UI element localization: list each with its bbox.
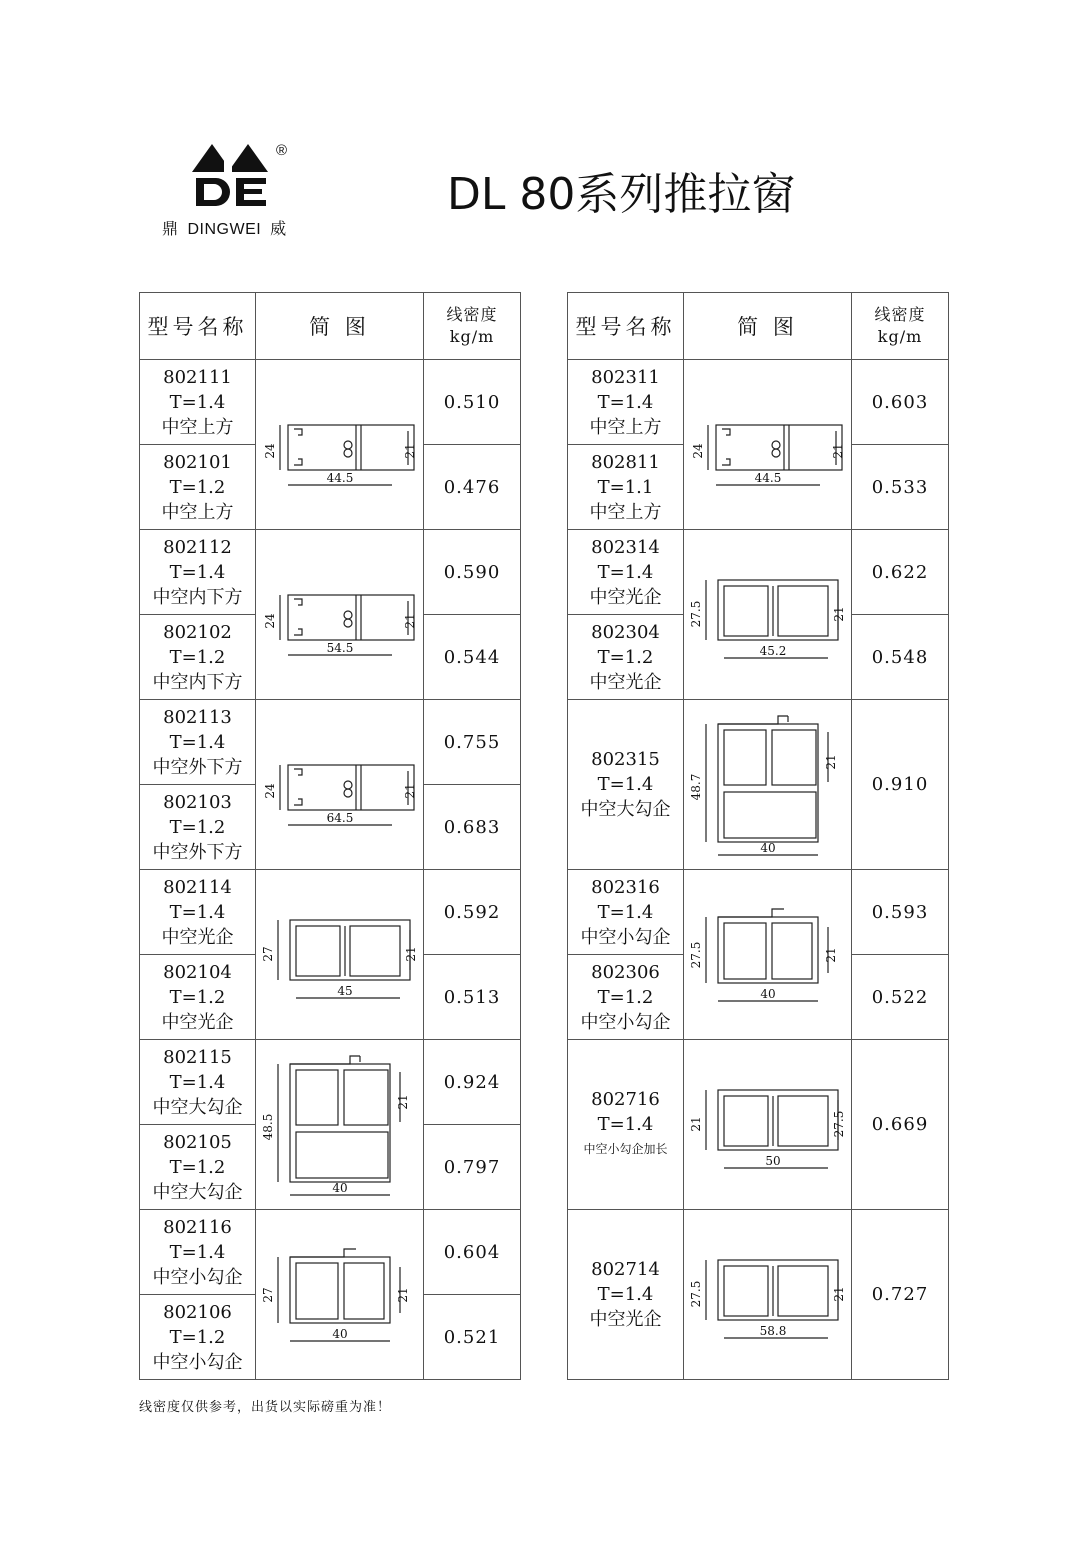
model-type: 中空光企 [161, 926, 234, 948]
table-row [140, 360, 521, 445]
table-row [140, 1040, 521, 1125]
model-t: T=1.2 [169, 476, 226, 498]
dimension-label: 44.5 [754, 470, 781, 485]
dimension-label: 21 [823, 754, 838, 770]
model-type: 中空光企 [589, 671, 662, 693]
model-type: 中空上方 [161, 501, 234, 523]
model-code: 802316 [591, 876, 660, 898]
model-t: T=1.4 [169, 391, 226, 413]
model-code: 802306 [591, 961, 660, 983]
model-t: T=1.2 [169, 986, 226, 1008]
density-value: 0.476 [424, 445, 521, 530]
model-code: 802315 [591, 749, 660, 770]
dimension-label: 21 [402, 782, 417, 799]
table-row [140, 530, 521, 615]
density-value: 0.522 [852, 955, 949, 1040]
model-name-cell [568, 870, 684, 955]
model-type: 中空小勾企 [580, 926, 671, 948]
table-row [568, 360, 949, 445]
density-value: 0.592 [424, 870, 521, 955]
model-name-cell [568, 615, 684, 700]
dimension-label: 24 [262, 612, 277, 629]
dimension-label: 40 [759, 841, 776, 855]
profile-drawing [688, 385, 848, 505]
header-model: 型号名称 [140, 293, 256, 360]
model-type: 中空大勾企 [152, 1181, 243, 1203]
model-type: 中空光企 [161, 1011, 234, 1033]
model-t: T=1.4 [169, 731, 226, 753]
header-density-label: 线密度 [874, 305, 926, 324]
dimension-label: 21 [402, 612, 417, 629]
model-name-cell [568, 360, 684, 445]
density-value: 0.593 [852, 870, 949, 955]
dimension-label: 21 [830, 442, 845, 459]
dimension-label: 27 [260, 1287, 275, 1303]
density-value: 0.910 [852, 700, 949, 870]
model-type: 中空上方 [161, 416, 234, 438]
model-name-cell [140, 445, 256, 530]
brand-latin: DINGWEI [187, 221, 262, 238]
model-code: 802115 [163, 1046, 232, 1068]
table-row [568, 1210, 949, 1295]
model-name-cell [568, 955, 684, 1040]
dimension-label: 45.2 [759, 643, 786, 658]
profile-figure-cell [684, 1210, 852, 1380]
model-t: T=1.4 [597, 901, 654, 923]
model-t: T=1.4 [597, 391, 654, 413]
profile-drawing [688, 887, 848, 1022]
model-code: 802114 [163, 876, 232, 898]
model-type: 中空外下方 [152, 756, 243, 778]
density-value: 0.604 [424, 1210, 521, 1295]
header-model: 型号名称 [568, 293, 684, 360]
model-code: 802811 [591, 451, 660, 473]
model-name-cell [568, 530, 684, 615]
model-name-cell [140, 1210, 256, 1295]
model-type: 中空小勾企加长 [583, 1142, 668, 1156]
model-name-cell [140, 1295, 256, 1380]
model-code: 802105 [163, 1131, 232, 1153]
profile-drawing [260, 890, 420, 1020]
dimension-label: 40 [331, 1327, 348, 1341]
table-row [568, 870, 949, 955]
dimension-label: 24 [262, 442, 277, 459]
profile-drawing [688, 550, 848, 680]
model-t: T=1.4 [169, 1241, 226, 1263]
density-value: 0.755 [424, 700, 521, 785]
model-code: 802716 [591, 1089, 660, 1110]
dimension-label: 21 [395, 1287, 410, 1303]
model-t: T=1.4 [597, 561, 654, 583]
dimension-label: 48.7 [688, 773, 703, 801]
model-type: 中空小勾企 [152, 1351, 243, 1373]
dimension-label: 21 [831, 1285, 846, 1302]
page-title: DL 80系列推拉窗 [447, 169, 796, 220]
density-value: 0.548 [852, 615, 949, 700]
model-t: T=1.2 [597, 986, 654, 1008]
profile-drawing [260, 1227, 420, 1362]
dingwei-logo-mark [190, 140, 280, 212]
profile-drawing [260, 555, 420, 675]
dimension-label: 58.8 [759, 1323, 786, 1338]
model-t: T=1.2 [169, 1326, 226, 1348]
dimension-label: 21 [402, 442, 417, 459]
model-name-cell [140, 870, 256, 955]
table-row [568, 530, 949, 615]
dimension-label: 21 [403, 945, 418, 962]
header-density-label: 线密度 [446, 305, 498, 324]
model-type: 中空小勾企 [580, 1011, 671, 1033]
model-code: 802714 [591, 1259, 660, 1280]
brand-char-left: 鼎 [162, 221, 179, 238]
model-name-cell [140, 530, 256, 615]
model-t: T=1.4 [169, 1071, 226, 1093]
right-spec-table [567, 292, 949, 1380]
model-code: 802112 [163, 536, 232, 558]
dimension-label: 27.5 [688, 1280, 703, 1307]
model-t: T=1.2 [597, 646, 654, 668]
model-type: 中空上方 [589, 501, 662, 523]
density-value: 0.924 [424, 1040, 521, 1125]
model-code: 802106 [163, 1301, 232, 1323]
model-t: T=1.1 [597, 476, 654, 498]
density-value: 0.603 [852, 360, 949, 445]
model-code: 802314 [591, 536, 660, 558]
model-code: 802104 [163, 961, 232, 983]
model-name-cell [140, 360, 256, 445]
dimension-label: 44.5 [326, 470, 353, 485]
density-value: 0.727 [852, 1210, 949, 1380]
model-t: T=1.4 [169, 561, 226, 583]
header-density-unit: kg/m [877, 327, 923, 346]
model-type: 中空外下方 [152, 841, 243, 863]
model-name-cell [140, 785, 256, 870]
model-name-cell [568, 445, 684, 530]
profile-figure-cell [256, 870, 424, 1040]
model-type: 中空小勾企 [152, 1266, 243, 1288]
dimension-label: 48.5 [260, 1113, 275, 1141]
left-spec-table [139, 292, 521, 1380]
density-value: 0.544 [424, 615, 521, 700]
profile-figure-cell [684, 870, 852, 1040]
profile-figure-cell [684, 360, 852, 530]
model-code: 802304 [591, 621, 660, 643]
brand-char-right: 威 [270, 221, 287, 238]
density-value: 0.533 [852, 445, 949, 530]
dimension-label: 40 [759, 987, 776, 1001]
profile-figure-cell [256, 700, 424, 870]
header-density [852, 293, 949, 360]
footer-note: 线密度仅供参考，出货以实际磅重为准！ [139, 1400, 392, 1415]
model-code: 802111 [163, 366, 232, 388]
profile-drawing [688, 702, 848, 867]
header-figure: 简 图 [256, 293, 424, 360]
model-type: 中空大勾企 [580, 799, 671, 820]
profile-figure-cell [684, 1040, 852, 1210]
profile-drawing [260, 1042, 420, 1207]
table-row [140, 700, 521, 785]
brand-name [162, 216, 291, 239]
dimension-label: 64.5 [326, 810, 353, 825]
dimension-label: 24 [262, 782, 277, 799]
density-value: 0.510 [424, 360, 521, 445]
density-value: 0.521 [424, 1295, 521, 1380]
header-density [424, 293, 521, 360]
registered-mark: ® [276, 142, 288, 159]
model-type: 中空光企 [589, 1309, 662, 1330]
model-type: 中空内下方 [152, 586, 243, 608]
table-row [140, 1210, 521, 1295]
dimension-label: 27.5 [688, 941, 703, 969]
dimension-label: 27.5 [831, 1110, 846, 1137]
model-code: 802311 [591, 366, 660, 388]
model-t: T=1.2 [169, 816, 226, 838]
model-type: 中空光企 [589, 586, 662, 608]
model-code: 802103 [163, 791, 232, 813]
model-type: 中空大勾企 [152, 1096, 243, 1118]
model-code: 802113 [163, 706, 232, 728]
density-value: 0.622 [852, 530, 949, 615]
model-name-cell [140, 1040, 256, 1125]
table-row [568, 1040, 949, 1125]
model-name-cell [568, 700, 684, 870]
model-t: T=1.4 [597, 1114, 654, 1135]
header-density-unit: kg/m [449, 327, 495, 346]
model-name-cell [140, 700, 256, 785]
model-name-cell [568, 1210, 684, 1380]
density-value: 0.669 [852, 1040, 949, 1210]
profile-drawing [688, 1060, 848, 1190]
header-figure: 简 图 [684, 293, 852, 360]
dimension-label: 27 [260, 945, 275, 962]
density-value: 0.513 [424, 955, 521, 1040]
dimension-label: 27.5 [688, 600, 703, 627]
model-t: T=1.4 [169, 901, 226, 923]
model-t: T=1.2 [169, 646, 226, 668]
model-name-cell [140, 1125, 256, 1210]
density-value: 0.797 [424, 1125, 521, 1210]
dimension-label: 21 [688, 1115, 703, 1132]
model-code: 802102 [163, 621, 232, 643]
dimension-label: 45 [336, 983, 353, 998]
model-t: T=1.2 [169, 1156, 226, 1178]
company-logo [150, 138, 320, 238]
profile-drawing [260, 385, 420, 505]
profile-figure-cell [256, 1040, 424, 1210]
density-value: 0.683 [424, 785, 521, 870]
dimension-label: 21 [395, 1094, 410, 1110]
dimension-label: 40 [331, 1181, 348, 1195]
model-type: 中空内下方 [152, 671, 243, 693]
profile-figure-cell [684, 530, 852, 700]
profile-drawing [688, 1230, 848, 1360]
model-name-cell [140, 955, 256, 1040]
profile-figure-cell [256, 530, 424, 700]
profile-drawing [260, 725, 420, 845]
model-t: T=1.4 [597, 774, 654, 795]
model-code: 802116 [163, 1216, 232, 1238]
model-name-cell [568, 1040, 684, 1210]
model-code: 802101 [163, 451, 232, 473]
dimension-label: 21 [823, 947, 838, 963]
dimension-label: 24 [690, 442, 705, 459]
profile-figure-cell [684, 700, 852, 870]
dimension-label: 54.5 [326, 640, 353, 655]
model-type: 中空上方 [589, 416, 662, 438]
density-value: 0.590 [424, 530, 521, 615]
profile-figure-cell [256, 1210, 424, 1380]
model-t: T=1.4 [597, 1284, 654, 1305]
model-name-cell [140, 615, 256, 700]
table-row [568, 700, 949, 785]
profile-figure-cell [256, 360, 424, 530]
dimension-label: 50 [764, 1153, 781, 1168]
table-row [140, 870, 521, 955]
dimension-label: 21 [831, 605, 846, 622]
